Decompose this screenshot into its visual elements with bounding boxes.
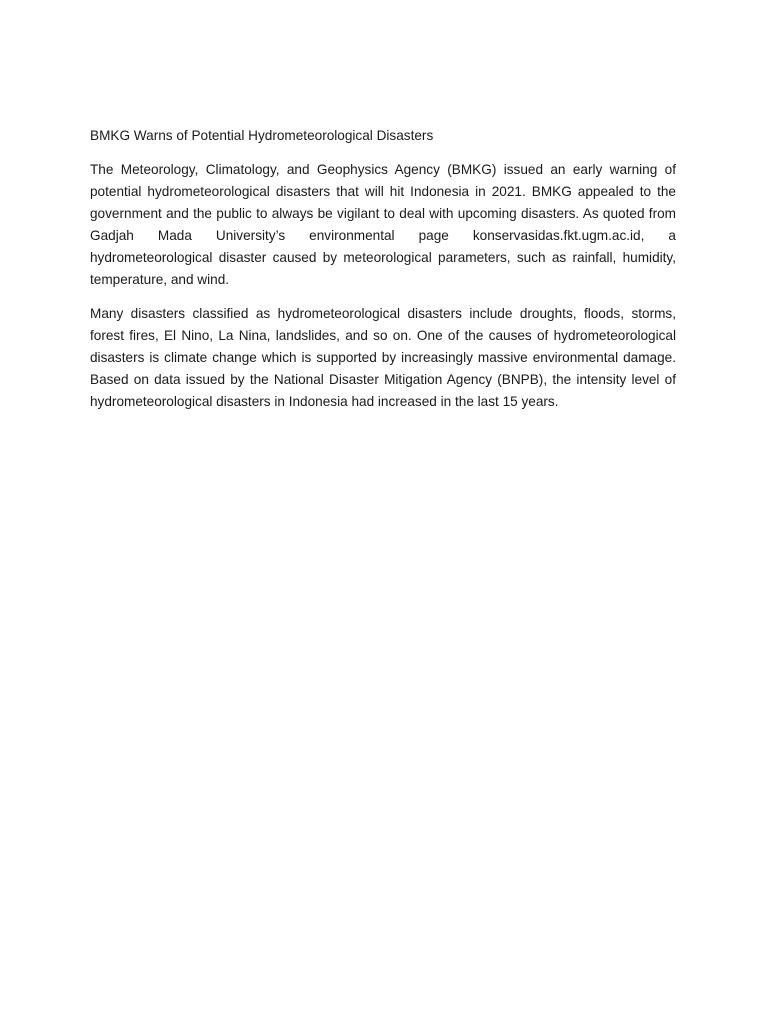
paragraph-bmkg-warning: The Meteorology, Climatology, and Geophysics Agency (BMKG) issued an early warning of potential hydrometeorological disasters that will hit Indonesia in 2021. BMKG appealed to the government and the public to always be vigilant to deal with upcoming disasters. As quoted from Gadjah Mada University’s environmental page konservasidas.fkt.ugm.ac.id, a hydrometeorological disaster caused by meteorological parameters, such as rainfall, humidity, temperature, and wind. <box>90 162 676 287</box>
paragraph-disaster-types: Many disasters classified as hydrometeorological disasters include droughts, floods, storms, forest fires, El Nino, La Nina, landslides, and so on. One of the causes of hydrometeorological disasters is climate change which is supported by increasingly massive environmental damage. Based on data issued by the National Disaster Mitigation Agency (BNPB), the intensity level of hydrometeorological disasters in Indonesia had increased in the last 15 years. <box>90 306 676 409</box>
document-title: BMKG Warns of Potential Hydrometeorological Disasters <box>90 128 434 143</box>
document-body <box>90 125 676 425</box>
